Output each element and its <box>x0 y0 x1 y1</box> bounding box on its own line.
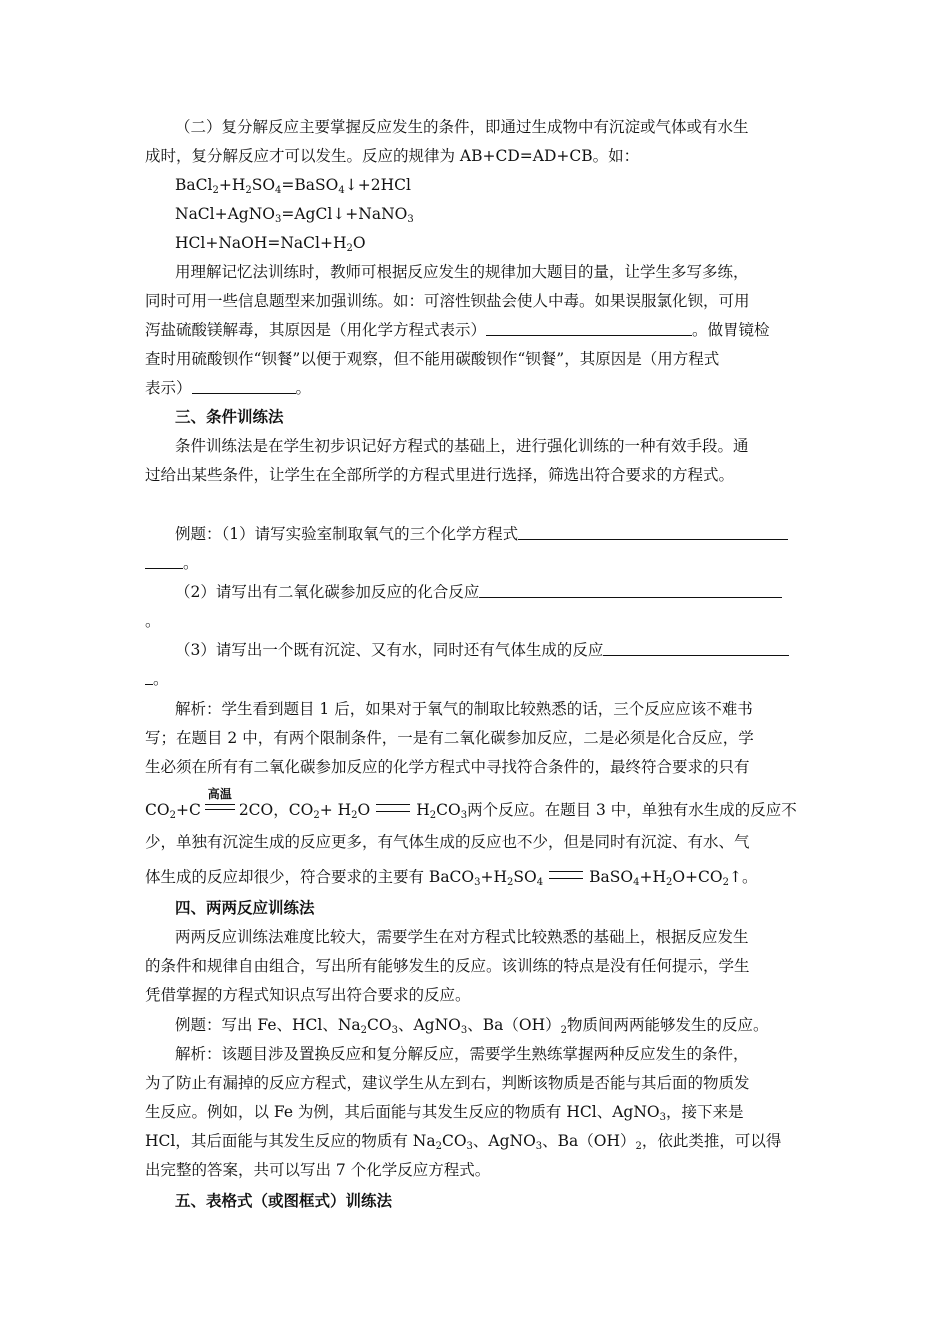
question-line: 。 <box>145 612 161 630</box>
answer-blank[interactable] <box>518 524 788 540</box>
paragraph-line: 的条件和规律自由组合，写出所有能够发生的反应。该训练的特点是没有任何提示，学生 <box>145 957 750 975</box>
answer-blank[interactable] <box>145 553 183 569</box>
paragraph-line: HCl，其后面能与其发生反应的物质有 $Na_2CO_3$、AgNO$_3$、$Ba(OH)_2$，依此类推，可以得 <box>145 1132 782 1152</box>
equation-line: 体生成的反应却很少，符合要求的主要有 $BaCO_3+H_2SO_4$ $BaSO_4+H_2O+CO_2↑$。 <box>145 868 758 888</box>
paragraph-line: 少，单独有沉淀生成的反应更多，有气体生成的反应也不少，但是同时有沉淀、有水、气 <box>145 833 750 851</box>
answer-blank[interactable] <box>486 320 692 336</box>
paragraph-line: （二）复分解反应主要掌握反应发生的条件，即通过生成物中有沉淀或气体或有水生 <box>175 118 749 136</box>
paragraph-line: 表示） 。 <box>145 379 312 397</box>
answer-blank[interactable] <box>603 640 789 656</box>
paragraph-line: 生必须在所有有二氧化碳参加反应的化学方程式中寻找符合条件的，最终符合要求的只有 <box>145 758 750 776</box>
equals-sign <box>376 804 410 812</box>
paragraph-line: 解析：学生看到题目 1 后，如果对于氧气的制取比较熟悉的话，三个反应应该不难书 <box>175 700 753 718</box>
paragraph-line: 条件训练法是在学生初步识记好方程式的基础上，进行强化训练的一种有效手段。通 <box>175 437 749 455</box>
equals-sign <box>549 871 583 879</box>
paragraph-line: 两两反应训练法难度比较大，需要学生在对方程式比较熟悉的基础上，根据反应发生 <box>175 928 749 946</box>
paragraph-line: 生反应。例如，以 Fe 为例，其后面能与其发生反应的物质有 HCl、AgNO$_3$，接下来是 <box>145 1103 744 1123</box>
reaction-condition-arrow <box>203 787 237 814</box>
question-line: 。 <box>145 552 199 574</box>
paragraph-line: 查时用硫酸钡作“钡餐”以便于观察，但不能用碳酸钡作“钡餐”，其原因是（用方程式 <box>145 350 720 368</box>
paragraph-line: 同时可用一些信息题型来加强训练。如：可溶性钡盐会使人中毒。如果误服氯化钡，可用 <box>145 292 750 310</box>
section-heading: 三、条件训练法 <box>175 407 284 426</box>
paragraph-line: 出完整的答案，共可以写出 7 个化学反应方程式。 <box>145 1161 491 1179</box>
question-line: （3）请写出一个既有沉淀、又有水，同时还有气体生成的反应 <box>175 639 789 661</box>
equation-line: $HCl+NaOH=NaCl+H_2O$ <box>175 234 366 254</box>
paragraph-line: 泻盐硫酸镁解毒，其原因是（用化学方程式表示） 。做胃镜检 <box>145 321 770 339</box>
equation-line: $CO_2+C$ 高温 2CO，$CO_2+ H_2O$ $H_2CO_3$两个反应。在题目 3 中，单独有水生成的反应不 <box>145 799 797 827</box>
answer-blank[interactable] <box>145 669 153 685</box>
answer-blank[interactable] <box>479 582 782 598</box>
paragraph-line: 过给出某些条件，让学生在全部所学的方程式里进行选择，筛选出符合要求的方程式。 <box>145 466 735 484</box>
answer-blank[interactable] <box>192 378 296 394</box>
question-line: 。 <box>145 668 169 690</box>
paragraph-line: 成时，复分解反应才可以发生。反应的规律为 AB+CD=AD+CB。如： <box>145 147 640 165</box>
paragraph-line: 写；在题目 2 中，有两个限制条件，一是有二氧化碳参加反应，二是必须是化合反应，学 <box>145 729 754 747</box>
equation-line: NaCl+AgNO$_3$=AgCl↓+NaNO$_3$ <box>175 205 414 225</box>
equation-line: $BaCl_2+H_2SO_4=BaSO_4↓+2HCl$ <box>175 176 411 196</box>
question-line: （2）请写出有二氧化碳参加反应的化合反应 <box>175 581 782 603</box>
section-heading: 四、两两反应训练法 <box>175 898 315 917</box>
paragraph-line: 解析：该题目涉及置换反应和复分解反应，需要学生熟练掌握两种反应发生的条件， <box>175 1045 749 1063</box>
section-heading: 五、表格式（或图框式）训练法 <box>175 1191 393 1210</box>
paragraph-line: 为了防止有漏掉的反应方程式，建议学生从左到右，判断该物质是否能与其后面的物质发 <box>145 1074 750 1092</box>
question-line: 例题：（1）请写实验室制取氧气的三个化学方程式 <box>175 523 788 545</box>
paragraph-line: 用理解记忆法训练时，教师可根据反应发生的规律加大题目的量，让学生多写多练， <box>175 263 749 281</box>
paragraph-line: 凭借掌握的方程式知识点写出符合要求的反应。 <box>145 986 471 1004</box>
reaction-condition-label: 高温 <box>207 787 232 801</box>
question-line: 例题：写出 Fe、HCl、$Na_2CO_3$、AgNO$_3$、$Ba(OH)_2$物质间两两能够发生的反应。 <box>175 1016 769 1036</box>
